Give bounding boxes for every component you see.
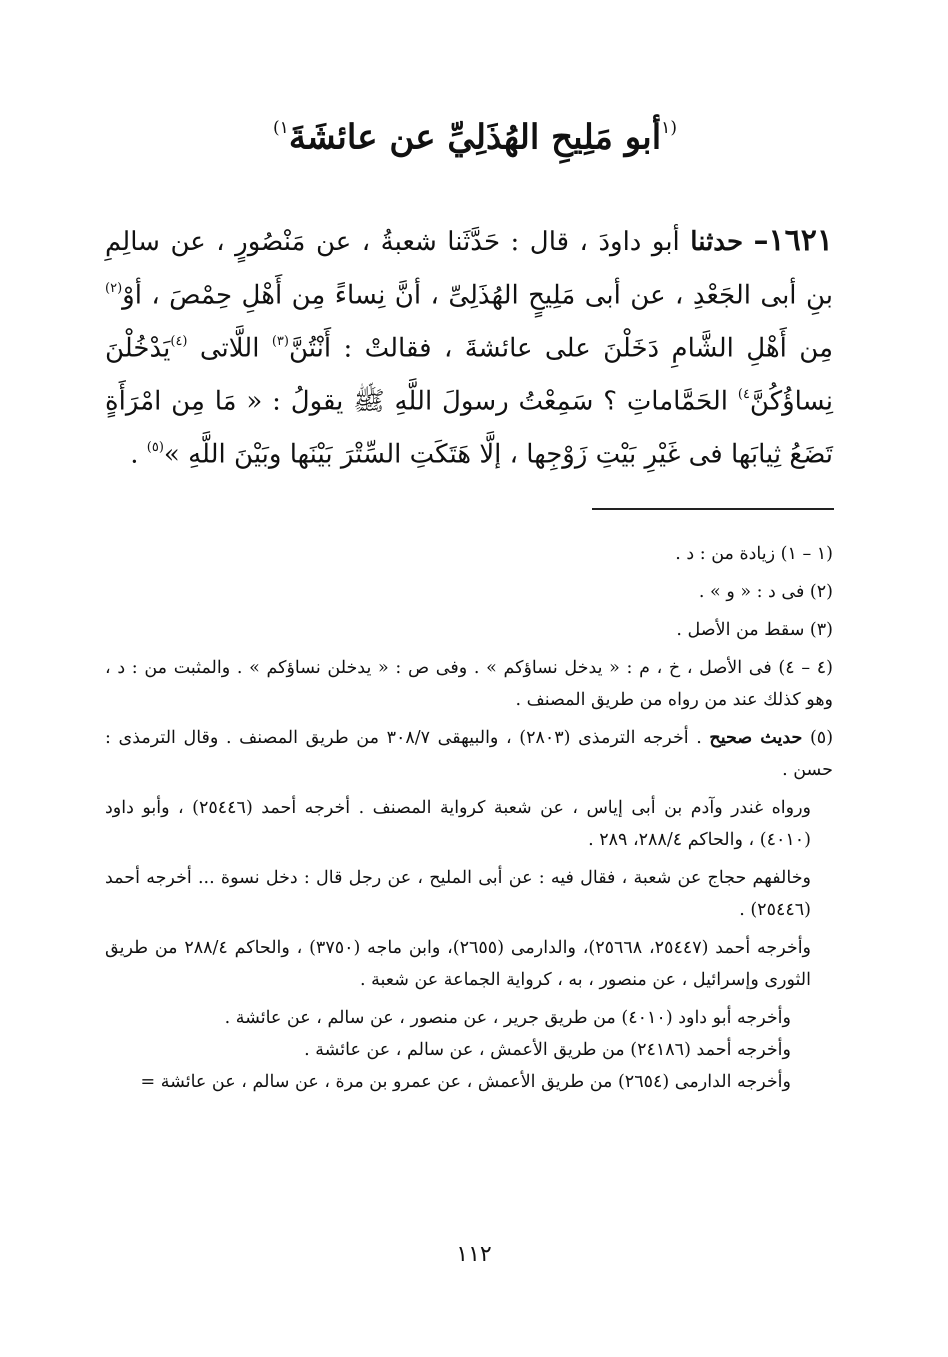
footnote-5	[105, 722, 833, 786]
footnote-5-para-4: وأخرجه أبو داود (٤٠١٠) من طريق جرير ، عن منصور ، عن سالم ، عن عائشة .	[224, 1008, 791, 1028]
hadith-segment-4: يَدْخُلْنَ نِساؤُكُنَّ	[105, 333, 833, 417]
paren: (	[670, 118, 677, 138]
footnote-5-para-2: وخالفهم حجاج عن شعبة ، فقال فيه : عن أبى المليح ، عن رجل قال : دخل نسوة ... أخرجه أحمد (٢٥٤٤٦) .	[105, 868, 811, 920]
hadith-text	[105, 218, 833, 478]
footnotes	[105, 538, 833, 1098]
footnote-5-para-1: ورواه غندر وآدم بن أبى إياس ، عن شعبة كرواية المصنف . أخرجه أحمد (٢٥٤٤٦) ، وأبو داود (٤٠١٠) ، والحاكم ٢٨٨/٤، ٢٨٩ .	[105, 798, 811, 850]
footnote-marker-1-open	[661, 118, 677, 138]
hadith-segment-5: الحَمَّاماتِ ؟ سَمِعْتُ رسولَ اللَّهِ ﷺ يقولُ : « مَا مِن امْرَأَةٍ تَضَعُ ثِيابَها فى غَيْرِ بَيْتِ زَوْجِها ، إلَّا هَتَكَتِ السِّتْرَ بَيْنَها وبَيْنَ اللَّهِ »	[105, 386, 833, 470]
footnote-marker-1-close	[273, 118, 289, 138]
footnote-marker-3: (٣)	[271, 333, 289, 349]
footnote-1: (١ – ١) زيادة من : د .	[675, 544, 833, 564]
footnote-separator	[592, 508, 834, 510]
footnote-marker-5: (٥)	[146, 440, 164, 456]
footnote-marker-2: (٢)	[105, 280, 123, 296]
footnote-2: (٢) فى د : « و » .	[698, 582, 833, 602]
footnote-marker-4-open: (٤)	[170, 333, 188, 349]
marker-digit: ١	[661, 118, 671, 138]
hadith-segment-3: اللَّاتى	[187, 333, 272, 364]
page-number: ١١٢	[456, 1242, 492, 1267]
paren: )	[273, 118, 280, 138]
footnote-marker-4-close: ٤)	[737, 386, 750, 402]
section-heading	[120, 98, 830, 167]
footnote-5-text: . أخرجه الترمذى (٢٨٠٣) ، والبيهقى ٣٠٨/٧ من طريق المصنف . وقال الترمذى : حسن .	[105, 728, 833, 780]
footnote-5-number: (٥)	[802, 728, 834, 748]
hadith-number: ١٦٢١–	[753, 223, 833, 258]
hadith-label: حدثنا	[690, 227, 744, 257]
footnote-5-grade: حديث صحيح	[709, 728, 803, 748]
hadith-segment-2: مِن أَهْلِ الشَّامِ دَخَلْنَ على عائشةَ ، فقالتْ : أَنْتُنَّ	[288, 333, 833, 364]
marker-digit: ١	[279, 118, 289, 138]
footnote-5-para-6: وأخرجه الدارمى (٢٦٥٤) من طريق الأعمش ، عن عمرو بن مرة ، عن سالم ، عن عائشة =	[140, 1072, 791, 1092]
footnote-5-para-5: وأخرجه أحمد (٢٤١٨٦) من طريق الأعمش ، عن سالم ، عن عائشة .	[304, 1040, 791, 1060]
footnote-4: (٤ – ٤) فى الأصل ، خ ، م : « يدخل نساؤكم » . وفى ص : « يدخلن نساؤكم » . والمثبت من : د ، وهو كذلك عند من رواه من طريق المصنف .	[105, 658, 833, 710]
footnote-3: (٣) سقط من الأصل .	[676, 620, 833, 640]
footnote-5-para-3: وأخرجه أحمد (٢٥٤٤٧، ٢٥٦٦٨)، والدارمى (٢٦٥٥)، وابن ماجه (٣٧٥٠) ، والحاكم ٢٨٨/٤ من طريق الثورى وإسرائيل ، عن منصور ، به ، كرواية الجماعة عن شعبة .	[105, 938, 812, 990]
hadith-segment-6: .	[130, 439, 147, 470]
heading-text: أبو مَلِيحِ الهُذَلِيِّ عن عائشَةَ	[288, 117, 662, 158]
hadith-segment-1: أبو داودَ ، قال : حَدَّثَنا شعبةُ ، عن مَنْصُورٍ ، عن سالِمِ بنِ أبى الجَعْدِ ، عن أبى مَلِيحٍ الهُذَلِىِّ ، أنَّ نِساءً مِن أَهْلِ حِمْصَ ، أوْ	[105, 227, 833, 311]
